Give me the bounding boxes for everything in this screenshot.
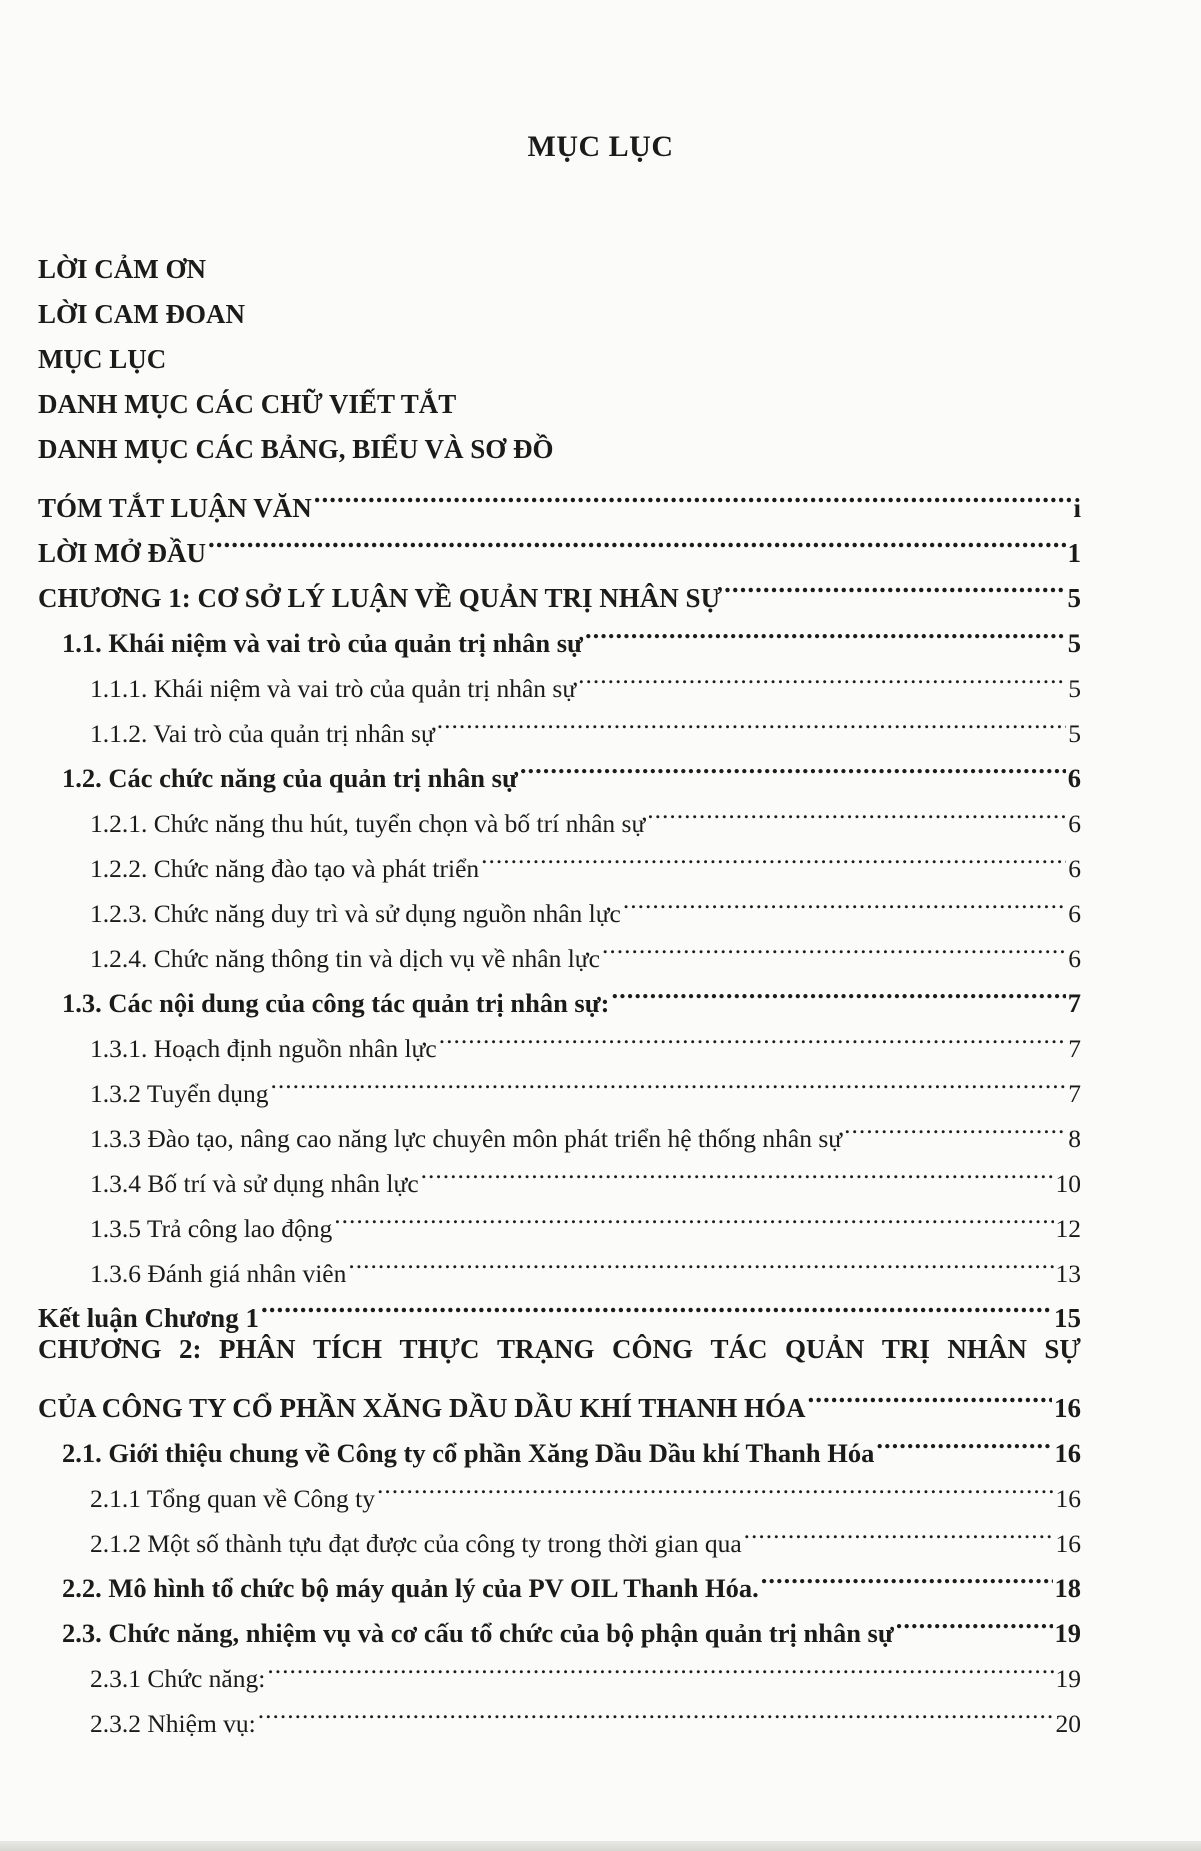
page-edge [0, 1841, 1201, 1851]
toc-page-number: 18 [1054, 1573, 1081, 1603]
toc-entry-title: 2.3.2 Nhiệm vụ: [90, 1709, 256, 1738]
toc-entry [38, 247, 1081, 292]
toc-entry [38, 292, 1081, 337]
toc-page-number: 19 [1055, 1664, 1081, 1693]
dot-leader [602, 922, 1066, 967]
toc-page-number: 6 [1067, 763, 1081, 793]
toc-entry-title: 1.3.3 Đào tạo, nâng cao năng lực chuyên môn phát triển hệ thống nhân sự [90, 1124, 843, 1153]
page-title: MỤC LỤC [527, 130, 674, 163]
toc-entry [38, 337, 1081, 382]
dot-leader [876, 1417, 1052, 1462]
toc-entry [38, 382, 1081, 427]
toc-entry-title: 2.1. Giới thiệu chung về Công ty cổ phần Xăng Dầu Dầu khí Thanh Hóa [62, 1438, 875, 1468]
toc-page-number: 13 [1055, 1259, 1081, 1288]
dot-leader [623, 877, 1066, 922]
toc-page-number: 8 [1068, 1124, 1081, 1153]
toc-entry-title: Kết luận Chương 1 [38, 1303, 259, 1333]
toc-entry-title: 1.3.5 Trả công lao động [90, 1214, 333, 1243]
table-of-contents [38, 247, 1081, 1738]
dot-leader [437, 697, 1066, 742]
toc-page-number: 16 [1054, 1438, 1081, 1468]
toc-entry-title: 1.2.3. Chức năng duy trì và sử dụng nguồn nhân lực [90, 899, 621, 928]
dot-leader [520, 742, 1066, 787]
toc-entry-title: 2.3. Chức năng, nhiệm vụ và cơ cấu tổ chức của bộ phận quản trị nhân sự [62, 1618, 894, 1648]
toc-page-number: 5 [1068, 674, 1081, 703]
toc-entry-title: LỜI CAM ĐOAN [38, 299, 245, 329]
toc-page-number: 16 [1055, 1529, 1081, 1558]
dot-leader [724, 562, 1065, 607]
dot-leader [481, 832, 1066, 877]
toc-page-number: 7 [1067, 988, 1081, 1018]
toc-entry-title: LỜI MỞ ĐẦU [38, 538, 206, 568]
toc-entry-title: CHƯƠNG 1: CƠ SỞ LÝ LUẬN VỀ QUẢN TRỊ NHÂN SỰ [38, 583, 723, 613]
toc-entry-title: 2.3.1 Chức năng: [90, 1664, 266, 1693]
toc-page-number: 5 [1067, 583, 1081, 613]
dot-leader [314, 472, 1072, 517]
toc-entry-title: 1.3.2 Tuyển dụng [90, 1079, 269, 1108]
toc-entry-title: TÓM TẮT LUẬN VĂN [38, 493, 312, 523]
toc-entry-title: 1.2.4. Chức năng thông tin và dịch vụ về nhân lực [90, 944, 600, 973]
dot-leader [844, 1102, 1066, 1147]
toc-page-number: 6 [1068, 854, 1081, 883]
toc-entry [38, 427, 1081, 472]
toc-entry-title: CỦA CÔNG TY CỔ PHẦN XĂNG DẦU DẦU KHÍ THANH HÓA [38, 1393, 806, 1423]
toc-entry-title: 1.3. Các nội dung của công tác quản trị nhân sự: [62, 988, 610, 1018]
toc-entry-title: DANH MỤC CÁC BẢNG, BIỂU VÀ SƠ ĐỒ [38, 434, 554, 464]
toc-page-number: 16 [1054, 1393, 1081, 1423]
toc-entry-title: 1.2.2. Chức năng đào tạo và phát triển [90, 854, 480, 883]
toc-page-number: 7 [1068, 1079, 1081, 1108]
toc-entry [38, 472, 1081, 523]
dot-leader [348, 1237, 1053, 1282]
toc-page-number: i [1073, 493, 1081, 523]
toc-page-number: 19 [1054, 1618, 1081, 1648]
toc-page-number: 5 [1067, 628, 1081, 658]
toc-entry-title: 1.3.4 Bố trí và sử dụng nhân lực [90, 1169, 419, 1198]
toc-entry-title: 1.1.1. Khái niệm và vai trò của quản trị nhân sự [90, 674, 577, 703]
toc-page-number: 6 [1068, 944, 1081, 973]
toc-page-number: 10 [1055, 1169, 1081, 1198]
toc-page-number: 7 [1068, 1034, 1081, 1063]
toc-page-number: 6 [1068, 809, 1081, 838]
toc-page-number: 1 [1067, 538, 1081, 568]
toc-entry-title: 1.3.1. Hoạch định nguồn nhân lực [90, 1034, 437, 1063]
toc-entry-title: 1.2.1. Chức năng thu hút, tuyển chọn và bố trí nhân sự [90, 809, 646, 838]
dot-leader [647, 787, 1066, 832]
toc-entry-title: MỤC LỤC [38, 344, 167, 374]
dot-leader [808, 1372, 1052, 1417]
toc-entry-title: 2.2. Mô hình tổ chức bộ máy quản lý của PV OIL Thanh Hóa. [62, 1573, 759, 1603]
toc-entry-title: DANH MỤC CÁC CHỮ VIẾT TẮT [38, 389, 457, 419]
toc-page-number: 6 [1068, 899, 1081, 928]
dot-leader [744, 1507, 1054, 1552]
toc-entry-title: 2.1.1 Tổng quan về Công ty [90, 1484, 375, 1513]
toc-page-number: 15 [1054, 1303, 1081, 1333]
toc-entry-title: LỜI CẢM ƠN [38, 254, 206, 284]
dot-leader [439, 1012, 1067, 1057]
dot-leader [585, 607, 1066, 652]
dot-leader [611, 967, 1065, 1012]
dot-leader [271, 1057, 1067, 1102]
dot-leader [761, 1552, 1053, 1597]
toc-entry-title: CHƯƠNG 2: PHÂN TÍCH THỰC TRẠNG CÔNG TÁC QUẢN TRỊ NHÂN SỰ [38, 1334, 1081, 1364]
dot-leader [896, 1597, 1053, 1642]
toc-page-number: 20 [1055, 1709, 1081, 1738]
dot-leader [578, 652, 1066, 697]
toc-entry-title: 1.2. Các chức năng của quản trị nhân sự [62, 763, 518, 793]
dot-leader [377, 1462, 1054, 1507]
toc-page-number: 16 [1055, 1484, 1081, 1513]
dot-leader [261, 1282, 1052, 1327]
toc-entry [38, 1327, 1081, 1372]
dot-leader [334, 1192, 1053, 1237]
dot-leader [267, 1642, 1053, 1687]
dot-leader [421, 1147, 1054, 1192]
toc-entry-title: 1.3.6 Đánh giá nhân viên [90, 1259, 347, 1288]
toc-page-number: 5 [1068, 719, 1081, 748]
toc-entry-title: 2.1.2 Một số thành tựu đạt được của công ty trong thời gian qua [90, 1529, 742, 1558]
toc-page-number: 12 [1055, 1214, 1081, 1243]
toc-entry-title: 1.1. Khái niệm và vai trò của quản trị nhân sự [62, 628, 583, 658]
toc-entry-title: 1.1.2. Vai trò của quản trị nhân sự [90, 719, 435, 748]
dot-leader [208, 517, 1066, 562]
dot-leader [258, 1687, 1054, 1732]
toc-entry [38, 1372, 1081, 1423]
